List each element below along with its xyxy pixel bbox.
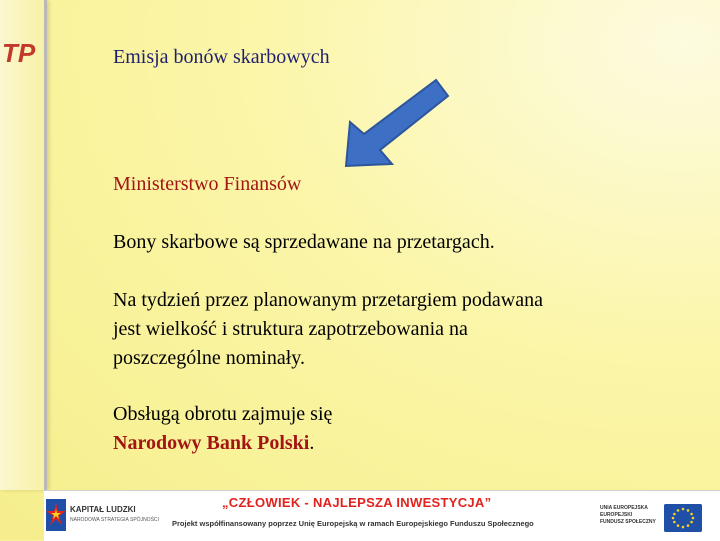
tp-logo-icon	[0, 36, 44, 70]
slide-title: Emisja bonów skarbowych	[113, 46, 330, 68]
eu-flag-icon	[664, 504, 702, 532]
bank-name: Narodowy Bank Polski	[113, 432, 310, 454]
subtitle-ministry: Ministerstwo Finansów	[113, 173, 302, 195]
left-sidebar-bar	[0, 0, 47, 490]
paragraph-3-line-2	[113, 429, 673, 458]
footer-slogan: „CZŁOWIEK - NAJLEPSZA INWESTYCJA”	[222, 495, 492, 510]
paragraph-2	[113, 286, 673, 373]
footer	[44, 490, 720, 541]
arrow-down-left-icon	[340, 78, 450, 168]
footer-project-text: Projekt współfinansowany poprzez Unię Europejską w ramach Europejskiego Funduszu Społecznego	[172, 519, 534, 528]
kapital-ludzki-title: KAPITAŁ LUDZKI	[70, 505, 136, 514]
ue-line-3: FUNDUSZ SPOŁECZNY	[600, 519, 656, 525]
svg-text:TP: TP	[2, 38, 36, 68]
kapital-ludzki-subtitle: NARODOWA STRATEGIA SPÓJNOŚCI	[70, 517, 159, 523]
ue-line-2: EUROPEJSKI	[600, 512, 633, 518]
kapital-ludzki-logo-icon	[44, 495, 68, 535]
paragraph-2-line-3: poszczególne nominały.	[113, 347, 305, 369]
paragraph-3-line-1: Obsługą obrotu zajmuje się	[113, 403, 333, 425]
bank-period: .	[309, 432, 315, 454]
paragraph-2-line-1: Na tydzień przez planowanym przetargiem podawana	[113, 289, 543, 311]
paragraph-2-line-2: jest wielkość i struktura zapotrzebowania na	[113, 318, 468, 340]
ue-line-1: UNIA EUROPEJSKA	[600, 505, 648, 511]
paragraph-1: Bony skarbowe są sprzedawane na przetargach.	[113, 231, 495, 253]
paragraph-3	[113, 400, 673, 458]
ue-text-block	[600, 505, 656, 526]
